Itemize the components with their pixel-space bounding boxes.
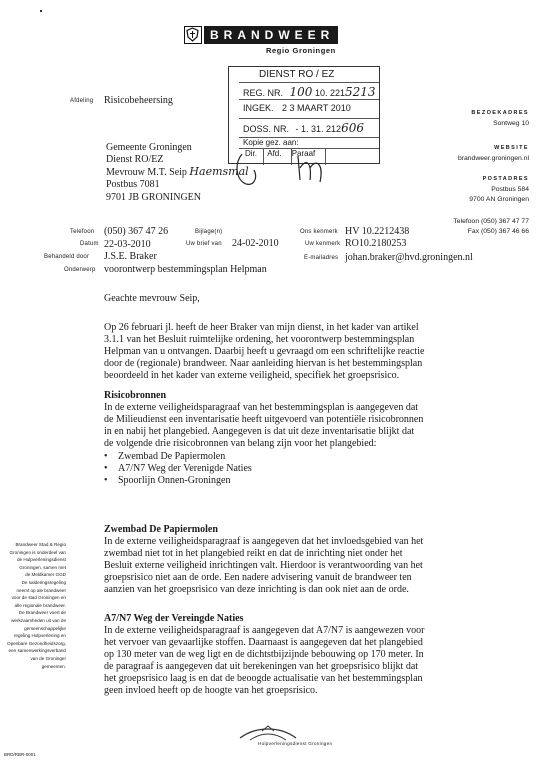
stamp-kopie-label: Kopie gez. aan: (243, 138, 299, 147)
postadres-label: POSTADRES (482, 176, 529, 182)
bullet-icon: • (104, 462, 108, 474)
paragraph-line: door de (regionale) brandweer. Naar aanleiding hiervan is het bestemmingsplan (104, 357, 423, 369)
bezoekadres-label: BEZOEKADRES (471, 110, 529, 116)
paragraph-line: Helpman van u ontvangen. Daarbij heeft u gevraagd om een schriftelijke reactie (104, 345, 425, 357)
bullet-icon: • (104, 451, 108, 462)
stamp-ingek-value: 2 3 MAART 2010 (282, 103, 351, 113)
uw-kenmerk-label: Uw kenmerk (305, 241, 341, 247)
onderwerp-value: voorontwerp bestemmingsplan Helpman (104, 264, 267, 275)
stamp-col-afd: Afd. (267, 149, 282, 158)
stamp-doss-label: DOSS. NR. (243, 124, 290, 134)
corner-mark (40, 10, 42, 12)
heading-zwembad: Zwembad De Papiermolen (104, 524, 218, 535)
stamp-doss-value: - 1. 31. 212 (295, 124, 342, 134)
paragraph-line: In de externe veiligheidsparagraaf van het bestemmingsplan is aangegeven dat (104, 402, 419, 413)
paragraph-a7 (104, 625, 524, 696)
behandeld-label: Behandeld door (44, 254, 90, 260)
website-link[interactable]: brandweer.groningen.nl (457, 155, 529, 162)
heading-risicobronnen: Risicobronnen (104, 390, 167, 401)
paragraph-line: zwembad niet tot in het plangebied reikt en dat de inrichting niet onder het (104, 547, 403, 559)
uw-kenmerk-value: RO10.2180253 (345, 238, 407, 249)
paragraph-line: het vervoer van gevaarlijke stoffen. Daarnaast is aangegeven dat het plangebied (104, 636, 423, 648)
paragraph-line: de Milieudienst een inventarisatie heeft uitgevoerd van potentiële risicobronnen (104, 413, 424, 425)
paragraph-line: Besluit externe veiligheid inrichtingen valt. Hierdoor is verantwoording van het (104, 559, 423, 571)
heading-a7: A7/N7 Weg der Vereingde Naties (104, 613, 244, 624)
address-handwritten: Haemsmal (189, 165, 249, 178)
address-name: Mevrouw M.T. Seip (106, 167, 187, 178)
paragraph-risicobronnen (104, 402, 514, 450)
footer-organization: Hulpverleningsdienst Groningen (258, 741, 333, 746)
stamp-title: DIENST RO / EZ (259, 69, 335, 80)
bullet-icon: • (104, 474, 108, 486)
paragraph-line: In de externe veiligheidsparagraaf is aangegeven dat A7/N7 is aangewezen voor (104, 625, 425, 636)
fax-line: Fax (050) 367 46 66 (467, 228, 529, 235)
list-item: • Zwembad De Papiermolen (104, 451, 226, 462)
stamp-reg-hand-suffix: 5213 (344, 85, 376, 99)
email-value[interactable]: johan.braker@hvd.groningen.nl (345, 252, 473, 263)
stamp-ingek-label: INGEK. (243, 103, 274, 113)
stamp-reg-label: REG. NR. (243, 88, 284, 98)
afdeling-label: Afdeling (70, 98, 94, 104)
paragraph-line: op 130 meter van de weg ligt en de dichtstbijzijnde bebouwing op 170 meter. In (104, 648, 424, 660)
margin-note: Brandweer Stad & Regio Groningen is onderdeel van de Hulpverleningsdienst Groningen, samen met de Meldkamer GGD De salderingsregeling neemt op ale brandweer voor de stad Groningen en alle regionale brandweer. De Brandweer voert de werkzaamheden uit van de gemeenschappelijke regeling Hulpverlening en Openbare Gezondheidszorg, een samenwerkingsverband van de Groninger gemeenten. (7, 542, 66, 669)
paragraph-line: 3.1.1 van het Besluit ruimtelijke ordening, het voorontwerp bestemmingsplan (104, 333, 415, 345)
stamp-reg-hand: 100 (289, 85, 313, 99)
paragraph-intro (104, 322, 514, 382)
paragraph-zwembad (104, 536, 524, 596)
list-item: • A7/N7 Weg der Verenigde Naties (104, 462, 252, 474)
bezoekadres-value: Sontweg 10 (493, 120, 529, 127)
telefoon-line: Telefoon (050) 367 47 77 (453, 218, 529, 225)
stamp-doss-hand: 606 (341, 121, 364, 135)
shield-logo-icon (184, 26, 202, 44)
footer-code: BRD/RBR-0001 (4, 752, 36, 757)
telefoon-label: Telefoon (70, 229, 95, 235)
paragraph-line: aanzien van het groepsrisico van deze inrichting is dan ook niet aan de orde. (104, 583, 409, 595)
postadres-line-2: 9700 AN Groningen (469, 196, 529, 203)
footer-swoosh-icon (238, 724, 298, 742)
behandeld-value: J.S.E. Braker (104, 251, 157, 262)
paragraph-line: geen invloed heeft op de hoogte van het groepsrisico. (104, 684, 318, 696)
telefoon-value: (050) 367 47 26 (104, 226, 169, 237)
paragraph-line: de volgende drie risicobronnen van belang zijn voor het plangebied: (104, 437, 377, 449)
paragraph-line: beoordeeld in het kader van externe veiligheid, specifiek het groepsrisico. (104, 369, 400, 381)
paragraph-line: de paragraaf is aangegeven dat uit berekeningen van het groepsrisico blijkt dat (104, 660, 419, 672)
ons-kenmerk-value: HV 10.2212438 (345, 226, 410, 237)
address-line-3 (106, 166, 249, 179)
datum-label: Datum (80, 241, 99, 247)
paragraph-line: groepsrisico niet aan de orde. Een nadere advisering vanuit de brandweer ten (104, 571, 412, 583)
address-line-4: Postbus 7081 (106, 179, 160, 190)
uw-brief-label: Uw brief van (186, 241, 222, 247)
address-line-1: Gemeente Groningen (106, 142, 192, 153)
stamp-col-dir: Dir. (245, 149, 257, 158)
afdeling-value: Risicobeheersing (104, 95, 173, 106)
risk-source-list (104, 451, 252, 487)
address-line-5: 9701 JB GRONINGEN (106, 192, 201, 203)
bijlage-label: Bijlage(n) (195, 229, 223, 235)
list-item: • Spoorlijn Onnen-Groningen (104, 474, 231, 486)
onderwerp-label: Onderwerp (64, 267, 96, 273)
brand-logo: BRANDWEER (204, 26, 338, 44)
paragraph-line: In de externe veiligheidsparagraaf is aangegeven dat het invloedsgebied van het (104, 536, 424, 547)
email-label: E-mailadres (304, 255, 339, 261)
salutation: Geachte mevrouw Seip, (104, 293, 200, 304)
paragraph-line: Op 26 februari jl. heeft de heer Braker van mijn dienst, in het kader van artikel (104, 322, 419, 333)
paragraph-line: het groepsrisico laag is en dat de beoogde actualisatie van het bestemmingsplan (104, 672, 423, 684)
address-line-2: Dienst RO/EZ (106, 154, 164, 165)
postadres-line-1: Postbus 584 (491, 186, 529, 193)
brand-subtitle: Regio Groningen (266, 46, 336, 55)
website-label: WEBSITE (494, 145, 529, 151)
stamp-reg-value: 10. 221 (314, 88, 345, 98)
stamp-col-paraaf: Paraaf (291, 149, 316, 158)
uw-brief-value: 24-02-2010 (232, 238, 279, 249)
datum-value: 22-03-2010 (104, 239, 151, 250)
paragraph-line: in en nabij het plangebied. Aangegeven is dat uit deze inventarisatie blijkt dat (104, 425, 415, 437)
ons-kenmerk-label: Ons kenmerk (300, 229, 338, 235)
